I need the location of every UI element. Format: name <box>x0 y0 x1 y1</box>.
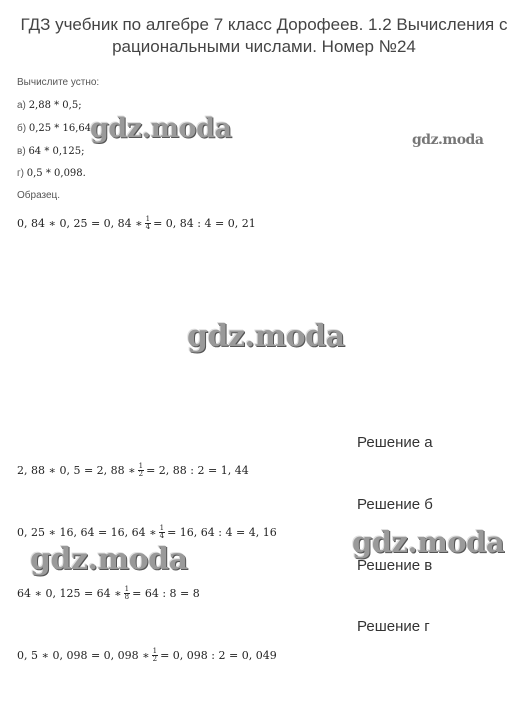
task-item-b <box>17 123 94 134</box>
equation-right: = 64 : 8 = 8 <box>132 587 200 600</box>
fraction-denominator: 2 <box>152 655 158 663</box>
task-intro: Вычислите устно: <box>17 77 100 88</box>
equation-right: = 16, 64 : 4 = 4, 16 <box>167 526 277 539</box>
task-item-label: б) <box>17 123 27 134</box>
fraction-denominator: 4 <box>145 223 151 231</box>
fraction-numerator: 1 <box>159 524 165 532</box>
equation-left: 0, 25 ∗ 16, 64 = 16, 64 ∗ <box>17 526 157 539</box>
task-item-a <box>17 100 82 111</box>
solution-equation-a <box>17 463 249 478</box>
watermark-logo: gdz.moda <box>187 319 345 354</box>
fraction-numerator: 1 <box>138 462 144 470</box>
fraction <box>124 586 130 601</box>
fraction-numerator: 1 <box>145 215 151 223</box>
fraction-denominator: 8 <box>124 593 130 601</box>
equation-left: 2, 88 ∗ 0, 5 = 2, 88 ∗ <box>17 464 136 477</box>
watermark-logo: gdz.moda <box>352 525 505 559</box>
watermark-logo: gdz.moda <box>412 132 484 148</box>
fraction <box>159 525 165 540</box>
watermark-logo: gdz.moda <box>90 113 232 144</box>
fraction <box>145 216 151 231</box>
equation-right: = 0, 84 : 4 = 0, 21 <box>153 217 256 230</box>
task-item-expr: 64 * 0,125; <box>28 146 85 157</box>
solution-equation-v <box>17 586 200 601</box>
equation-left: 0, 84 ∗ 0, 25 = 0, 84 ∗ <box>17 217 143 230</box>
page-title <box>0 14 528 58</box>
task-item-label: а) <box>17 100 26 111</box>
fraction-denominator: 2 <box>138 470 144 478</box>
task-item-label: г) <box>17 168 24 179</box>
fraction <box>152 648 158 663</box>
task-item-label: в) <box>17 146 26 157</box>
equation-left: 64 ∗ 0, 125 = 64 ∗ <box>17 587 122 600</box>
solution-label-b: Решение б <box>357 496 433 513</box>
page-title-line-1: ГДЗ учебник по алгебре 7 класс Дорофеев. 1.2 Вычисления с <box>20 15 508 34</box>
fraction-numerator: 1 <box>124 585 130 593</box>
solution-equation-b <box>17 525 277 540</box>
solution-label-a: Решение а <box>357 434 433 451</box>
equation-right: = 2, 88 : 2 = 1, 44 <box>146 464 249 477</box>
sample-equation <box>17 216 256 231</box>
fraction-numerator: 1 <box>152 647 158 655</box>
task-item-expr: 0,5 * 0,098. <box>26 168 86 179</box>
solution-equation-g <box>17 648 277 663</box>
equation-right: = 0, 098 : 2 = 0, 049 <box>160 649 277 662</box>
solution-label-g: Решение г <box>357 618 430 635</box>
solution-label-v: Решение в <box>357 557 433 574</box>
task-item-g <box>17 168 86 179</box>
page-title-line-2: рациональными числами. Номер №24 <box>112 37 416 56</box>
task-item-v <box>17 146 85 157</box>
task-item-expr: 2,88 * 0,5; <box>28 100 82 111</box>
sample-label: Образец. <box>17 190 61 201</box>
equation-left: 0, 5 ∗ 0, 098 = 0, 098 ∗ <box>17 649 150 662</box>
fraction <box>138 463 144 478</box>
fraction-denominator: 4 <box>159 532 165 540</box>
watermark-logo: gdz.moda <box>30 542 188 577</box>
task-item-expr: 0,25 * 16,64; <box>28 123 95 134</box>
